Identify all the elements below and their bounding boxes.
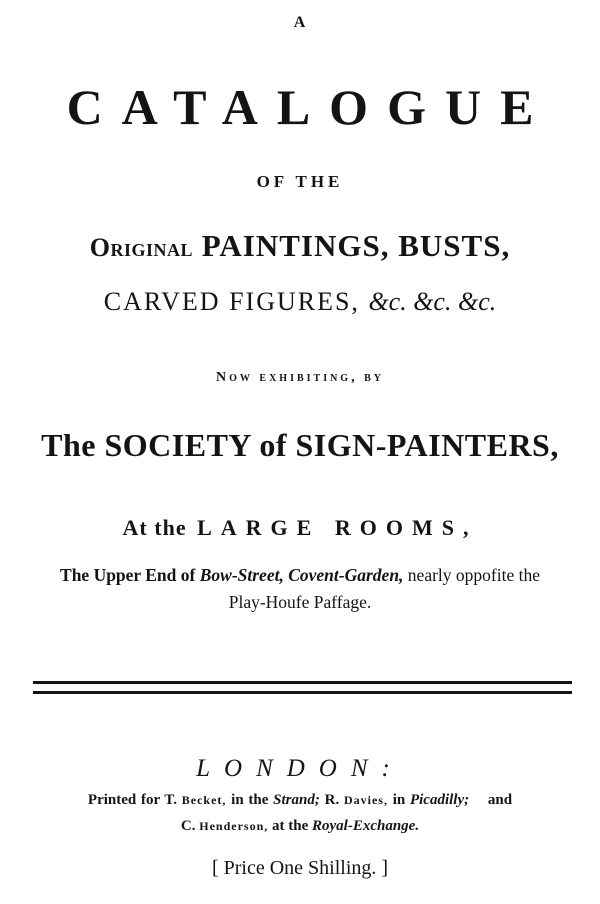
venue-large-rooms — [0, 515, 600, 541]
address-line-2: Play-Houfe Paffage. — [228, 592, 372, 612]
imprint-city: LONDON: — [196, 755, 404, 782]
address-line-1 — [0, 565, 600, 586]
picadilly: Picadilly; — [409, 792, 470, 808]
r-initial: R. — [324, 792, 340, 808]
henderson: Henderson, — [199, 819, 269, 833]
subtitle-carved-figures — [0, 287, 600, 317]
subtitle-original: Original — [89, 233, 194, 262]
covent-garden: Covent-Garden, — [288, 565, 404, 585]
etc-text: &c. &c. &c. — [368, 287, 497, 316]
large-rooms-text: LARGE ROOMS, — [197, 515, 478, 540]
carved-figures-text: CARVED FIGURES, — [103, 287, 360, 316]
subtitle-paintings-busts: PAINTINGS, BUSTS, — [201, 228, 511, 263]
title-main: CATALOGUE — [66, 79, 553, 135]
at-the-text: At the — [122, 515, 187, 540]
c-initial: C. — [180, 818, 196, 834]
becket: Becket, — [181, 793, 227, 807]
in-1: in — [392, 792, 406, 808]
strand: Strand; — [273, 792, 320, 808]
at-the: at the — [272, 818, 309, 834]
imprint-line-2 — [0, 818, 600, 835]
upper-end-prefix: The Upper End of — [60, 565, 196, 585]
bow-street: Bow-Street, — [199, 565, 284, 585]
davies: Davies, — [343, 793, 388, 807]
printed-for: Printed for T. — [87, 792, 177, 808]
imprint-line-1 — [0, 792, 600, 809]
subtitle-original-paintings — [0, 228, 600, 264]
double-rule-top — [33, 681, 572, 684]
society-name: The SOCIETY of SIGN-PAINTERS, — [41, 427, 559, 463]
royal-exchange: Royal-Exchange. — [312, 818, 420, 834]
title-article: A — [293, 14, 307, 31]
and: and — [487, 792, 513, 808]
price: [ Price One Shilling. ] — [211, 857, 389, 879]
title-of-the: OF THE — [256, 172, 344, 191]
now-exhibiting: Now exhibiting, by — [216, 370, 384, 385]
in-the-1: in the — [231, 792, 269, 808]
double-rule-bottom — [33, 691, 572, 694]
upper-end-suffix: nearly oppofite the — [407, 565, 540, 585]
